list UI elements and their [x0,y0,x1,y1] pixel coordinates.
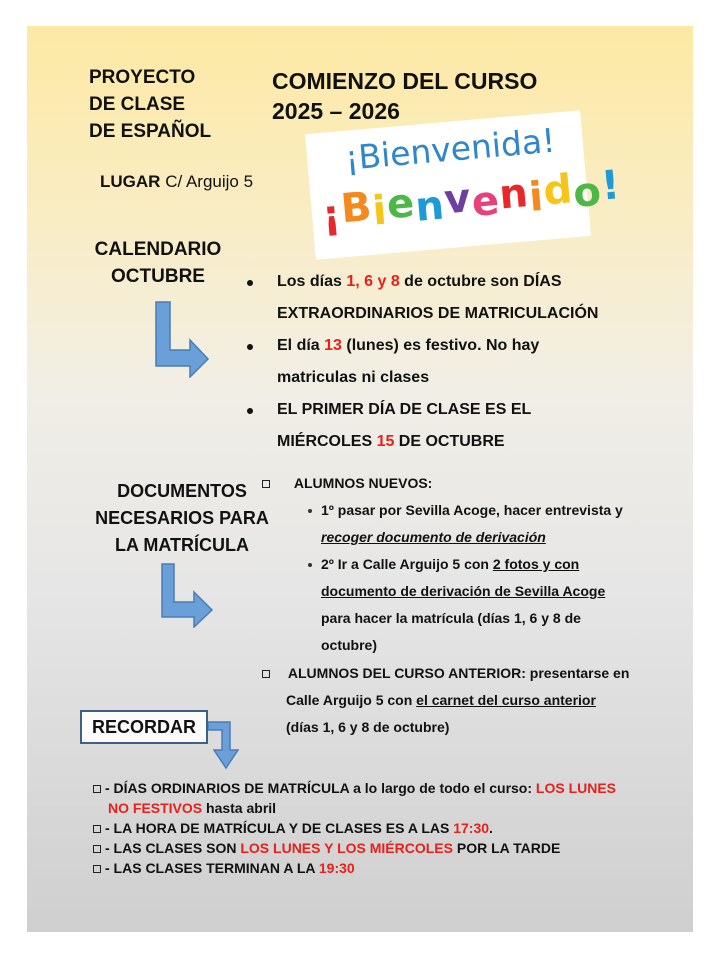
documentos-arrow-icon [156,562,218,628]
bienvenido-letter: i [527,173,546,221]
calendario-heading-line1: CALENDARIO [94,239,222,260]
anterior-c: el carnet del curso anterior [416,692,596,708]
b1-a: Los días [277,273,347,290]
n2-e: octubre) [321,637,377,653]
course-title-line2: 2025 – 2026 [272,98,400,124]
b2-date: 13 [324,337,342,354]
b1-dates: 1, 6 y 8 [346,273,400,290]
r4-b: 19:30 [318,860,355,876]
checkbox-square-icon [93,785,101,793]
bienvenido-letter: n [497,170,531,219]
r2-c: . [489,820,493,836]
calendario-arrow-icon [150,300,214,378]
project-title-line1: PROYECTO [89,67,196,88]
checkbox-square-icon [93,845,101,853]
anterior-b: Calle Arguijo 5 con [286,692,417,708]
recordar-arrow-icon [208,718,244,770]
n2-a: 2º Ir a Calle Arguijo 5 con [321,556,493,572]
bienvenida-text: ¡Bienvenida! [343,120,557,178]
checkbox-square-icon [93,825,101,833]
recordar-label: RECORDAR [91,717,196,737]
project-title-line3: DE ESPAÑOL [89,121,212,142]
recordar-list [93,778,673,878]
recordar-box [80,710,208,744]
lugar-label: LUGAR [100,172,161,191]
r1-c: NO FESTIVOS [108,800,203,816]
r4-a: - LAS CLASES TERMINAN A LA [105,860,319,876]
documentos-heading-line1: DOCUMENTOS [117,481,247,501]
n1-b: recoger documento de derivación [321,529,546,545]
calendario-list [247,266,667,458]
calendario-item-1 [247,266,667,330]
lugar-value: C/ Arguijo 5 [165,172,254,191]
nuevos-title-text: ALUMNOS NUEVOS: [293,475,433,491]
bienvenido-letter: v [442,175,474,224]
b1-d: EXTRAORDINARIOS DE MATRICULACIÓN [277,305,599,322]
bienvenido-letter: i [370,187,390,235]
course-title-line1: COMIENZO DEL CURSO [272,68,538,94]
recordar-item-3 [93,838,673,858]
project-title-line2: DE CLASE [89,94,186,115]
bienvenido-letter: e [469,177,502,226]
bienvenido-letter: B [338,183,375,233]
r3-b: LOS LUNES Y LOS MIÉRCOLES [240,840,453,856]
nuevos-item-2 [306,551,666,659]
bienvenido-letter: d [541,166,575,215]
documentos-heading-line2: NECESARIOS PARA [95,508,269,528]
documentos-heading [92,478,272,559]
recordar-item-1 [93,778,673,818]
b3-date: 15 [376,433,395,450]
checkbox-square-icon [262,670,270,678]
bienvenido-letter: ! [599,162,623,210]
nuevos-list [306,497,666,659]
b3-b: MIÉRCOLES [277,433,377,450]
r3-c: POR LA TARDE [452,840,561,856]
checkbox-square-icon [262,480,270,488]
b3-a: EL PRIMER DÍA DE CLASE ES EL [277,401,532,418]
n2-c: documento de derivación de Sevilla Acoge [321,583,606,599]
recordar-item-4 [93,858,673,878]
project-title [89,64,211,145]
r2-a: - LA HORA DE MATRÍCULA Y DE CLASES ES A LAS [105,820,454,836]
bienvenido-letter: n [413,182,447,231]
n1-a: 1º pasar por Sevilla Acoge, hacer entrevista y [321,502,623,518]
r2-b: 17:30 [453,820,490,836]
calendario-heading [80,236,236,290]
anterior-item [262,660,662,741]
nuevos-item-1 [306,497,666,551]
calendario-item-3 [247,394,667,458]
checkbox-square-icon [93,865,101,873]
documentos-heading-line3: LA MATRÍCULA [115,535,249,555]
calendario-heading-line2: OCTUBRE [111,266,205,287]
lugar [100,172,253,192]
anterior-a: ALUMNOS DEL CURSO ANTERIOR: presentarse en [287,665,630,681]
anterior-d: (días 1, 6 y 8 de octubre) [286,719,450,735]
b2-d: matriculas ni clases [277,369,430,386]
r3-a: - LAS CLASES SON [105,840,241,856]
recordar-item-2 [93,818,673,838]
calendario-item-2 [247,330,667,394]
bienvenido-letter: ¡ [320,191,344,239]
n2-d: para hacer la matrícula (días 1, 6 y 8 de [321,610,581,626]
welcome-image [305,110,623,260]
b3-d: DE OCTUBRE [394,433,505,450]
nuevos-title [262,470,432,497]
b1-c: de octubre son DÍAS [399,273,562,290]
b2-a: El día [277,337,325,354]
r1-b: LOS LUNES [535,780,617,796]
n2-b: 2 fotos y con [492,556,580,572]
bienvenido-letter: e [385,180,418,229]
b2-c: (lunes) es festivo. No hay [341,337,540,354]
r1-a: - DÍAS ORDINARIOS DE MATRÍCULA a lo largo de todo el curso: [105,780,536,796]
r1-d: hasta abril [202,800,277,816]
bienvenido-letter: o [571,168,604,218]
